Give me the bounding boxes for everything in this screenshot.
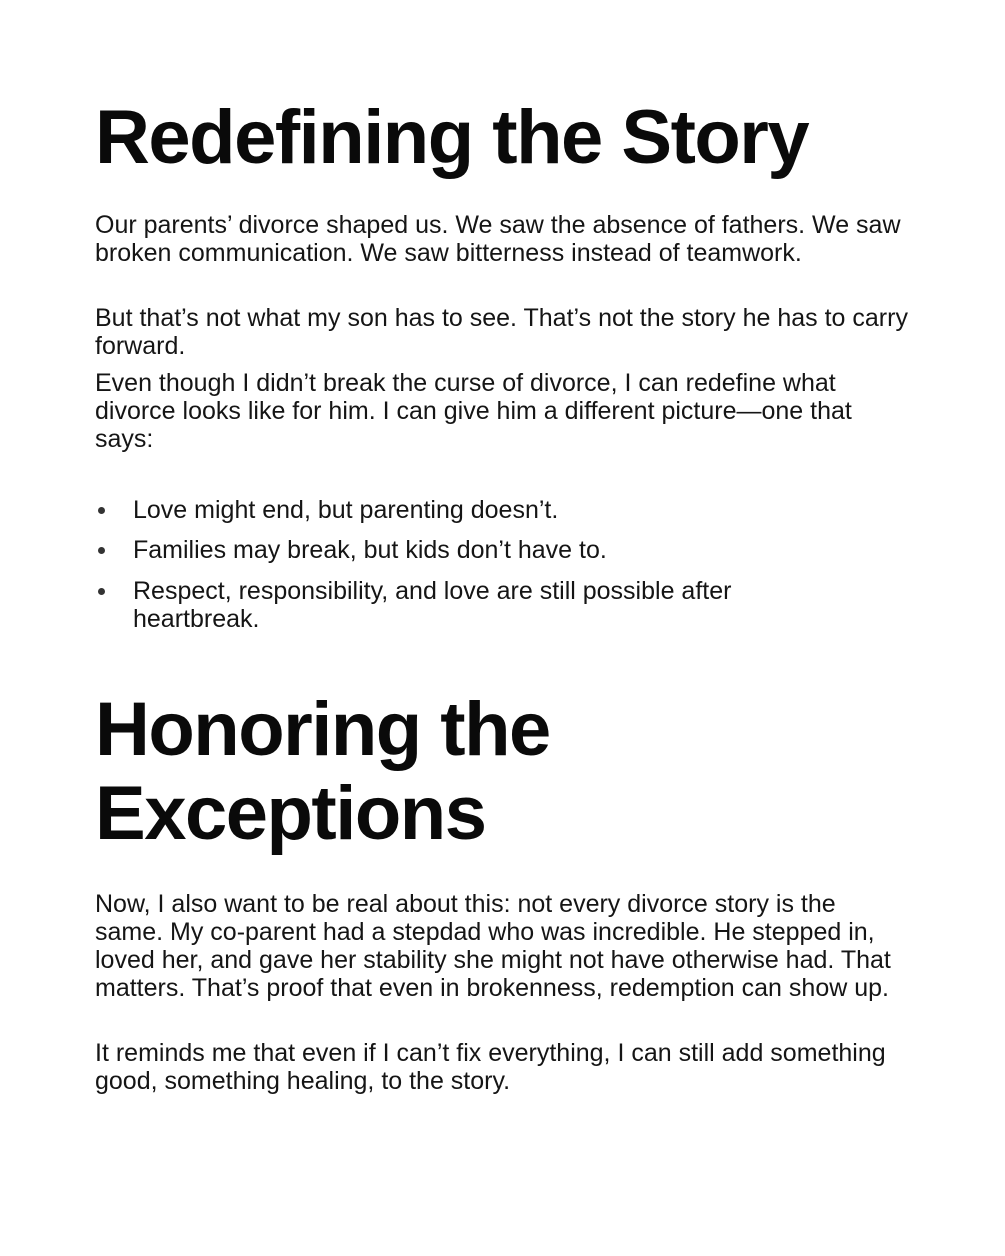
bullet-icon xyxy=(98,547,105,554)
paragraph: It reminds me that even if I can’t fix everything, I can still add something good, something healing, to the story. xyxy=(95,1039,886,1095)
list-item-text: Love might end, but parenting doesn’t. xyxy=(133,496,559,524)
list-item-text: Families may break, but kids don’t have to. xyxy=(133,536,607,564)
paragraph: Our parents’ divorce shaped us. We saw the absence of fathers. We saw broken communication. We saw bitterness instead of teamwork. xyxy=(95,211,901,267)
bullet-icon xyxy=(98,588,105,595)
paragraph: But that’s not what my son has to see. That’s not the story he has to carry forward. xyxy=(95,304,908,360)
list-item-text: Respect, responsibility, and love are still possible after heartbreak. xyxy=(133,577,732,633)
list-item xyxy=(95,496,910,524)
section-heading-redefining: Redefining the Story xyxy=(95,95,809,180)
list-item xyxy=(95,536,910,564)
list-item xyxy=(95,577,813,633)
bullet-icon xyxy=(98,507,105,514)
section-heading-honoring: Honoring the Exceptions xyxy=(95,687,550,856)
bullet-list xyxy=(95,496,910,633)
paragraph: Now, I also want to be real about this: not every divorce story is the same. My co-parent had a stepdad who was incredible. He stepped in, loved her, and gave her stability she might not have otherwise had. That matters. That’s proof that even in brokenness, redemption can show up. xyxy=(95,890,891,1002)
paragraph: Even though I didn’t break the curse of divorce, I can redefine what divorce looks like for him. I can give him a different picture—one that says: xyxy=(95,369,852,453)
